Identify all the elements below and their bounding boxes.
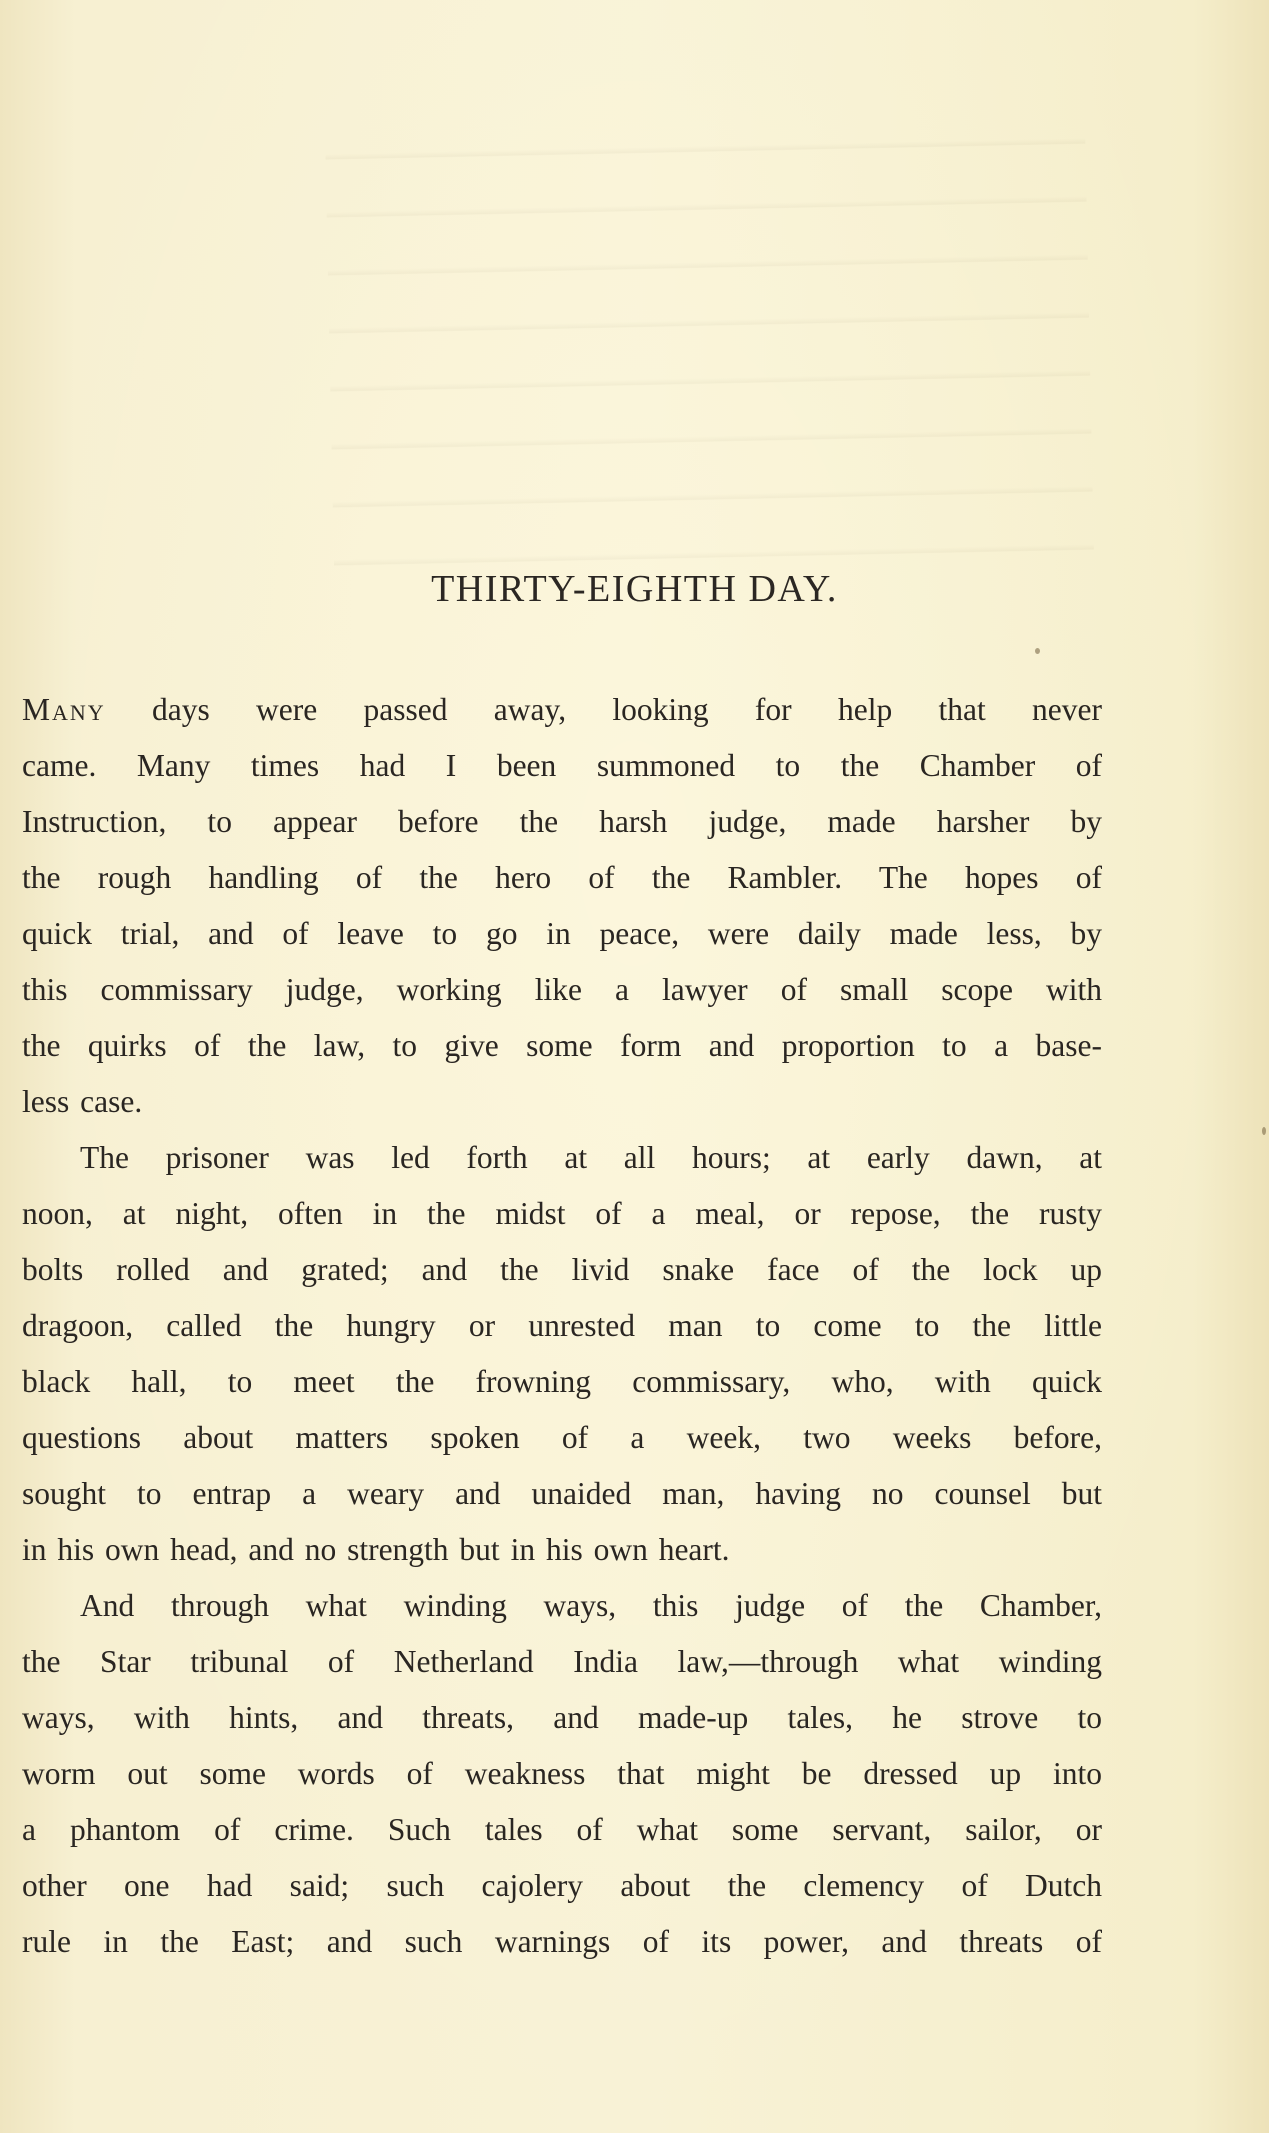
text-line: questions about matters spoken of a week, two weeks before, (22, 1420, 1102, 1455)
ink-speck (1035, 648, 1040, 654)
text-line: less case. (22, 1084, 143, 1119)
text-line: the quirks of the law, to give some form and proportion to a base- (22, 1028, 1102, 1063)
chapter-heading: THIRTY-EIGHTH DAY. (431, 568, 838, 610)
ink-speck (1262, 1127, 1266, 1135)
text-line: the rough handling of the hero of the Rambler. The hopes of (22, 860, 1102, 895)
text-line: bolts rolled and grated; and the livid snake face of the lock up (22, 1252, 1102, 1287)
text-line: this commissary judge, working like a lawyer of small scope with (22, 972, 1102, 1007)
show-through-text (325, 122, 1095, 618)
text-line: the Star tribunal of Netherland India law,—through what winding (22, 1644, 1102, 1679)
text-line: rule in the East; and such warnings of its power, and threats of (22, 1924, 1102, 1959)
text-line: Instruction, to appear before the harsh judge, made harsher by (22, 804, 1102, 839)
text-line: came. Many times had I been summoned to the Chamber of (22, 748, 1102, 783)
text-line: ways, with hints, and threats, and made-up tales, he strove to (22, 1700, 1102, 1735)
text-line: dragoon, called the hungry or unrested man to come to the little (22, 1308, 1102, 1343)
text-line: in his own head, and no strength but in his own heart. (22, 1532, 730, 1567)
text-line: And through what winding ways, this judge of the Chamber, (80, 1588, 1102, 1623)
text-line: quick trial, and of leave to go in peace, were daily made less, by (22, 916, 1102, 951)
body-text (22, 682, 1102, 1970)
drop-word: Many (22, 692, 106, 727)
text-line: sought to entrap a weary and unaided man, having no counsel but (22, 1476, 1102, 1511)
text-line: other one had said; such cajolery about the clemency of Dutch (22, 1868, 1102, 1903)
text-line: The prisoner was led forth at all hours; at early dawn, at (80, 1140, 1102, 1175)
text-line: Many days were passed away, looking for help that never (22, 692, 1102, 727)
text-line: worm out some words of weakness that might be dressed up into (22, 1756, 1102, 1791)
text-line: noon, at night, often in the midst of a meal, or repose, the rusty (22, 1196, 1102, 1231)
text-line: black hall, to meet the frowning commissary, who, with quick (22, 1364, 1102, 1399)
text-line: a phantom of crime. Such tales of what some servant, sailor, or (22, 1812, 1102, 1847)
